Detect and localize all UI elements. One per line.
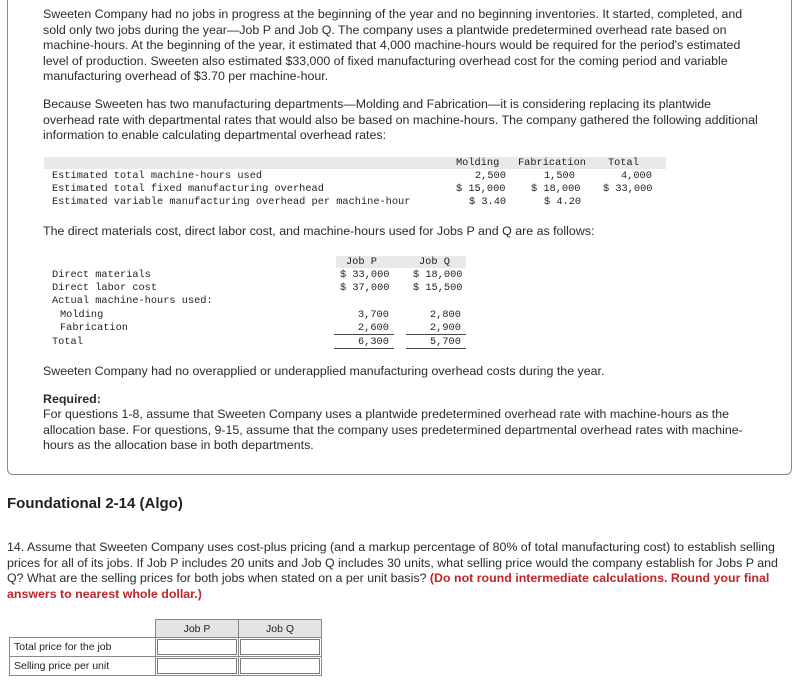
job-p-direct-materials: $ 33,000	[340, 269, 390, 281]
total-price-job-q-input[interactable]	[240, 639, 320, 655]
answer-header-job-q: Job Q	[239, 620, 322, 638]
job-p-total-hours: 6,300	[358, 336, 389, 348]
job-q-fabrication-hours: 2,900	[430, 322, 461, 334]
row-label-direct-labor: Direct labor cost	[52, 282, 158, 294]
job-p-molding-hours: 3,700	[358, 309, 389, 321]
job-p-direct-labor: $ 37,000	[340, 282, 390, 294]
job-p-total-rule	[334, 348, 394, 349]
total-machine-hours: 4,000	[621, 170, 652, 182]
section-title: Foundational 2-14 (Algo)	[7, 495, 183, 512]
intro-paragraph-2: Because Sweeten has two manufacturing departments—Molding and Fabrication—it is considering replacing its plantwide overhead rate with departmental rates that would also be based on machine-hours. The company gathered the following additional information to enable calculating departmental overhead rates:	[43, 97, 758, 142]
jobs-intro-text: The direct materials cost, direct labor cost, and machine-hours used for Jobs P and Q are as follows:	[43, 224, 595, 238]
header-job-q: Job Q	[419, 256, 450, 268]
row-label-total: Total	[52, 336, 83, 348]
job-q-total-rule	[406, 348, 466, 349]
job-q-direct-materials: $ 18,000	[413, 269, 463, 281]
row-label-variable-overhead: Estimated variable manufacturing overhead per machine-hour	[52, 196, 411, 208]
total-price-job-p-input[interactable]	[157, 639, 237, 655]
answer-row-label-total-price: Total price for the job	[10, 638, 156, 657]
row-label-fixed-overhead: Estimated total fixed manufacturing overhead	[52, 183, 324, 195]
job-q-molding-hours: 2,800	[430, 309, 461, 321]
unit-price-job-q-cell	[239, 657, 322, 676]
fabrication-fixed-overhead: $ 18,000	[531, 183, 581, 195]
required-text: For questions 1-8, assume that Sweeten Company uses a plantwide predetermined overhead rate with machine-hours as the allocation base. For questions, 9-15, assume that the company uses predetermined departmental overhead rates with machine-hours as the allocation base in both departments.	[43, 407, 743, 452]
header-fabrication: Fabrication	[518, 157, 586, 169]
job-p-subtotal-rule	[334, 334, 394, 335]
answer-header-job-p: Job P	[156, 620, 239, 638]
required-label: Required:	[43, 392, 101, 406]
header-job-p: Job P	[346, 256, 377, 268]
job-q-subtotal-rule	[406, 334, 466, 335]
molding-fixed-overhead: $ 15,000	[456, 183, 506, 195]
required-heading	[43, 392, 763, 408]
answer-row-label-unit-price: Selling price per unit	[10, 657, 156, 676]
total-price-job-p-cell	[156, 638, 239, 657]
row-label-machine-hours: Estimated total machine-hours used	[52, 170, 263, 182]
header-molding: Molding	[456, 157, 500, 169]
job-q-total-hours: 5,700	[430, 336, 461, 348]
answer-table	[9, 619, 322, 676]
row-label-molding: Molding	[60, 309, 104, 321]
question-text	[7, 540, 792, 602]
molding-machine-hours: 2,500	[475, 170, 506, 182]
total-fixed-overhead: $ 33,000	[603, 183, 653, 195]
molding-variable-overhead: $ 3.40	[469, 196, 507, 208]
job-p-fabrication-hours: 2,600	[358, 322, 389, 334]
no-over-under-text: Sweeten Company had no overapplied or underapplied manufacturing overhead costs during the year.	[43, 364, 605, 378]
row-label-direct-materials: Direct materials	[52, 269, 151, 281]
total-price-job-q-cell	[239, 638, 322, 657]
job-q-direct-labor: $ 15,500	[413, 282, 463, 294]
fabrication-machine-hours: 1,500	[544, 170, 575, 182]
unit-price-job-p-cell	[156, 657, 239, 676]
fabrication-variable-overhead: $ 4.20	[544, 196, 582, 208]
question-instruction: (Do not round intermediate calculations. Round your final answers to nearest whole dollar.)	[7, 571, 770, 601]
intro-paragraph-1: Sweeten Company had no jobs in progress at the beginning of the year and no beginning inventories. It started, completed, and sold only two jobs during the year—Job P and Job Q. The company uses a plantwide predetermined overhead rate based on machine-hours. At the beginning of the year, it estimated that 4,000 machine-hours would be required for the period's estimated level of production. Sweeten also estimated $33,000 of fixed manufacturing overhead cost for the coming period and variable manufacturing overhead of $3.70 per machine-hour.	[43, 7, 743, 83]
row-label-actual-machine-hours: Actual machine-hours used:	[52, 295, 213, 307]
unit-price-job-p-input[interactable]	[157, 658, 237, 674]
header-total: Total	[608, 157, 639, 169]
unit-price-job-q-input[interactable]	[240, 658, 320, 674]
row-label-fabrication: Fabrication	[60, 322, 128, 334]
question-body: 14. Assume that Sweeten Company uses cost-plus pricing (and a markup percentage of 80% of total manufacturing cost) to establish selling prices for all of its jobs. If Job P includes 20 units and Job Q includes 30 units, what selling price would the company establish for Jobs P and Q? What are the selling prices for both jobs when stated on a per unit basis?	[7, 540, 778, 585]
